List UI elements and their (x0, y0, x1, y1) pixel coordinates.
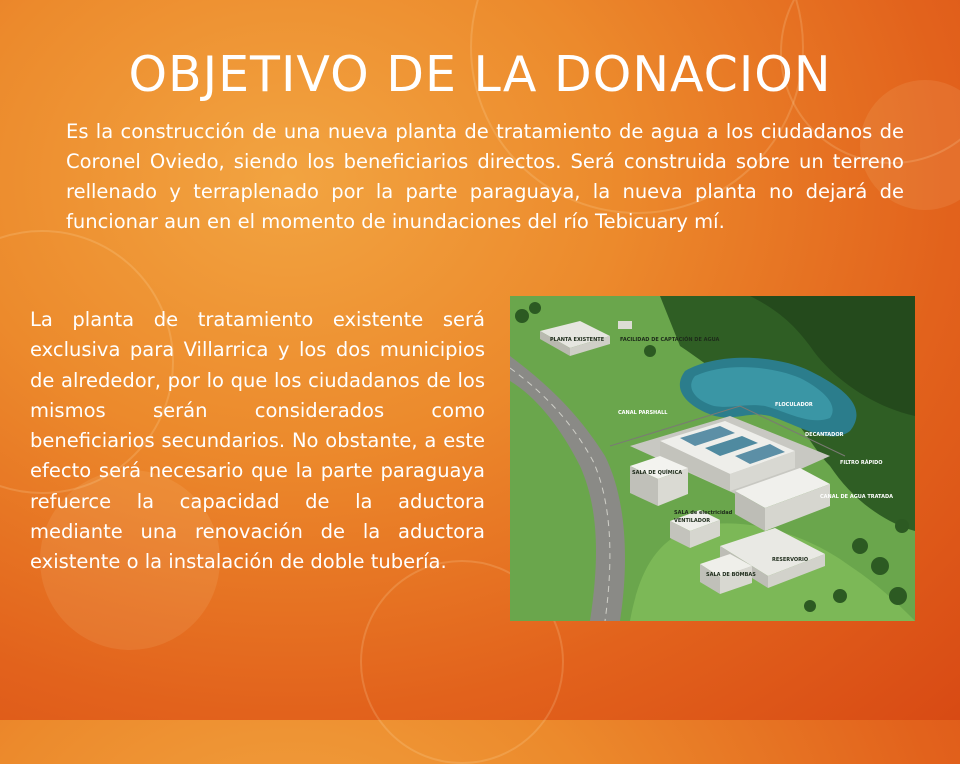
label-decantador: DECANTADOR (805, 432, 844, 438)
slide-title: OBJETIVO DE LA DONACION (128, 46, 832, 103)
label-sala-quimica: SALA DE QUÍMICA (632, 470, 683, 476)
label-sala-electricidad: SALA de electricidad (674, 510, 733, 516)
paragraph-secondary-beneficiaries: La planta de tratamiento existente será exclusiva para Villarrica y los dos municipios de alrededor, por lo que los ciudadanos de los mismos serán considerados como beneficiarios secundarios. No obstante, a este efecto será necesario que la parte paraguaya refuerce la capacidad de la aductora mediante una renovación de la aductora existente o la instalación de doble tubería. (30, 308, 485, 574)
label-captacion: FACILIDAD DE CAPTACIÓN DE AGUA (620, 337, 720, 343)
label-floculador: FLOCULADOR (775, 402, 813, 408)
label-filtro-rapido: FILTRO RÁPIDO (840, 460, 883, 466)
label-planta-existente: PLANTA EXISTENTE (550, 337, 605, 343)
label-canal-agua-tratada: CANAL DE AGUA TRATADA (820, 494, 893, 500)
label-ventilador: VENTILADOR (674, 518, 711, 524)
label-reservorio: RESERVORIO (772, 557, 809, 563)
label-sala-bombas: SALA DE BOMBAS (706, 572, 756, 578)
label-canal-parshall: CANAL PARSHALL (618, 410, 668, 416)
paragraph-primary-beneficiaries: Es la construcción de una nueva planta de tratamiento de agua a los ciudadanos de Coronel Oviedo, siendo los beneficiarios directos. Será construida sobre un terreno rellenado y terraplenado por la parte paraguaya, la nueva planta no dejará de funcionar aun en el momento de inundaciones del río Tebicuary mí. (66, 120, 904, 233)
plant-illustration-svg (510, 296, 915, 621)
plant-illustration (510, 296, 915, 621)
